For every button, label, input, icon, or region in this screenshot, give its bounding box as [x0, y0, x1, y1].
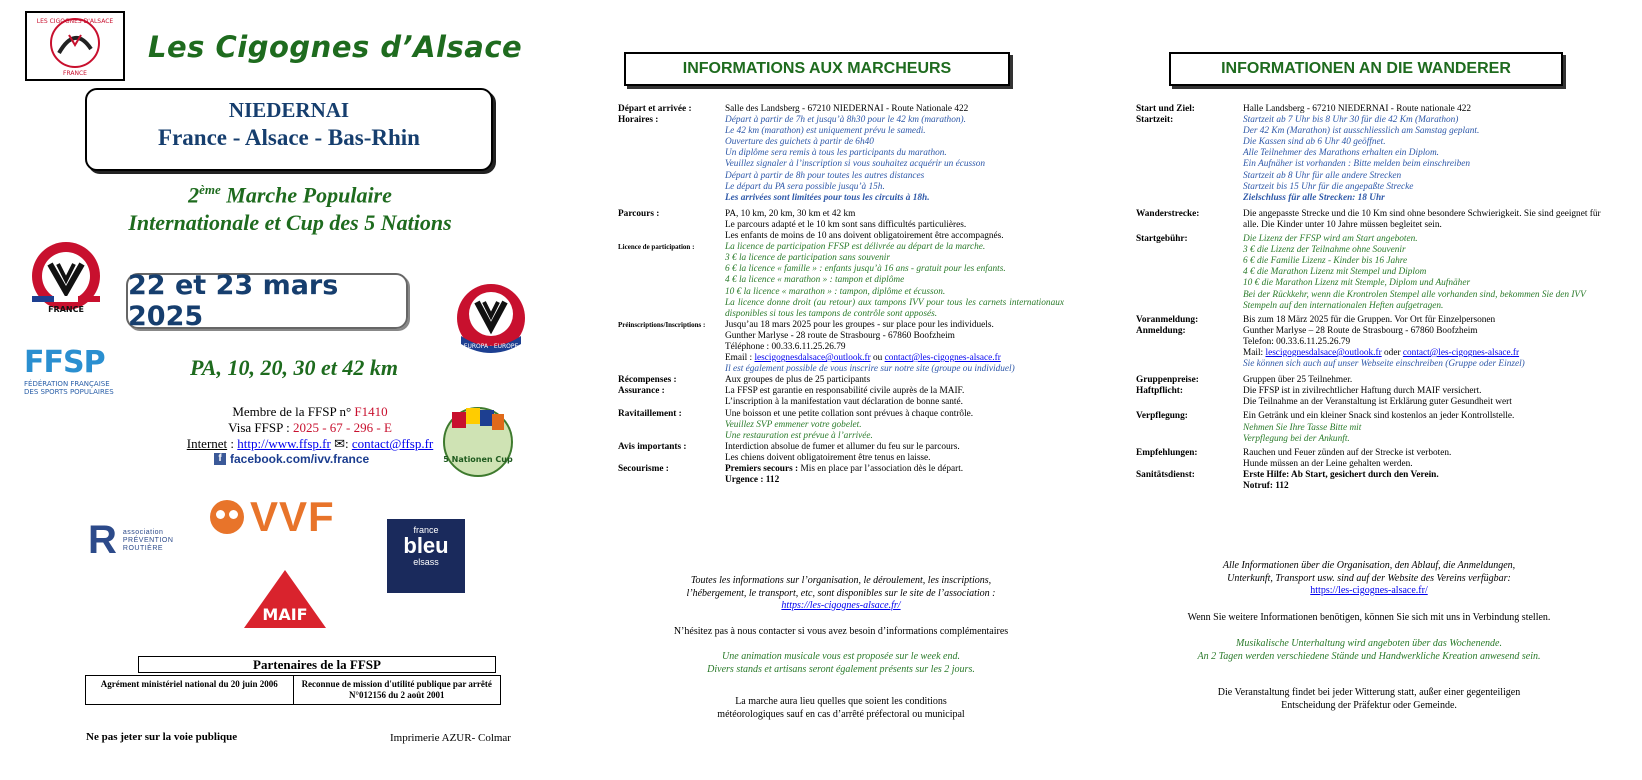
club-title: Les Cigognes d’Alsace: [148, 30, 523, 64]
de-footer: Alle Informationen über die Organisation, den Ablauf, die Anmeldungen, Unterkunft, Transport usw. sind auf der Website des Vereins verfügbar: https://les-cigognes-alsace.fr/ Wenn Sie weitere Informationen benötigen, können Sie sich mit uns in Verbindung stellen. Musikalische Unterhaltung wird angeboten über das Wochenende. An 2 Tagen werden verschiedene Stände und Handwerkliche Kreation anwesend sein. Die Veranstaltung findet bei jeder Witterung statt, außer einer gegenteiligen Entscheidung der Präfektur oder Gemeinde.: [1187, 560, 1551, 711]
vvf-logo: VVF: [210, 493, 335, 541]
printer-credit: Imprimerie AZUR- Colmar: [390, 732, 511, 744]
svg-text:MAIF: MAIF: [262, 605, 308, 624]
fr-site-link[interactable]: https://les-cigognes-alsace.fr/: [781, 600, 901, 611]
prevention-routiere-logo: R association PRÉVENTION ROUTIÈRE: [88, 518, 174, 562]
de-site-link[interactable]: https://les-cigognes-alsace.fr/: [1310, 585, 1428, 596]
fr-footer: Toutes les informations sur l’organisation, le déroulement, les inscriptions, l’hébergement, le transport, etc, sont disponibles sur le site de l’association : https://les-cigognes-alsace.fr/ N’hésitez pas à nous contacter si vous avez besoin d’informations complémentaires Une animation musicale vous est proposée sur le week end. Divers stands et artisans seront également présents sur les 2 jours. La marche aura lieu quelles que soient les conditions météorologiques sauf en cas d’arrêté préfectoral ou municipal: [673, 575, 1009, 720]
fr-email-link-1[interactable]: lescigognesdalsace@outlook.fr: [754, 353, 871, 364]
facebook-icon: f: [214, 453, 226, 465]
fr-header: INFORMATIONS AUX MARCHEURS: [624, 52, 1010, 86]
cup-5-nations-logo: [440, 400, 516, 480]
ffsp-logo: FFSP FÉDÉRATION FRANÇAISE DES SPORTS POPULAIRES: [24, 345, 114, 396]
svg-text:EUROPA · EUROPE: EUROPA · EUROPE: [463, 343, 519, 350]
de-email-link-1[interactable]: lescigognesdalsace@outlook.fr: [1265, 347, 1382, 358]
fr-email-link-2[interactable]: contact@les-cigognes-alsace.fr: [884, 353, 1001, 364]
mail-icon: ✉: [334, 436, 345, 451]
svg-text:LES CIGOGNES D'ALSACE: LES CIGOGNES D'ALSACE: [36, 18, 114, 25]
footer-notice: Ne pas jeter sur la voie publique: [86, 731, 238, 743]
ffsp-email-link[interactable]: contact@ffsp.fr: [351, 436, 434, 451]
ivv-europe-logo: [455, 278, 527, 358]
partners-title: Partenaires de la FFSP: [138, 656, 496, 673]
ffsp-website-link[interactable]: http://www.ffsp.fr: [237, 436, 331, 451]
event-date: 22 et 23 mars 2025: [126, 273, 408, 329]
ivv-france-logo: [28, 240, 104, 316]
event-title: 2ème Marche Populaire Internationale et Cup des 5 Nations: [128, 182, 452, 236]
location-region: France - Alsace - Bas-Rhin: [158, 125, 420, 150]
de-header: INFORMATIONEN AN DIE WANDERER: [1169, 52, 1563, 86]
fr-info: Départ et arrivée : Salle des Landsberg - 67210 NIEDERNAI - Route Nationale 422 Horaires : Départ à partir de 7h et jusqu’à 8h30 pour le 42 km (marathon). Le 42 km (marathon) est uniquement prévu le samedi. Ouverture des guichets à partir de 6h40 Un diplôme sera remis à tous les participants du marathon. Veuillez signaler à l’inscription si vous souhaitez acquérir un écusson Départ à partir de 8h pour toutes les autres distances Le départ du PA sera possible jusqu’à 15h. Les arrivées sont limitées pour tous les circuits à 18h. Parcours : PA, 10 km, 20 km, 30 km et 42 km Le parcours adapté et le 10 km sont sans difficultés particulières. Les enfants de moins de 10 ans doivent obligatoirement être accompagnés. Licence de participation : La licence de participation FFSP est délivrée au départ de la marche. 3 € la licence de participation sans souvenir 6 € la licence « famille » : enfants jusqu’à 16 ans - gratuit pour les enfants. 4 € la licence « marathon » : tampon et diplôme 10 € la licence « marathon » : tampon, diplôme et écusson. La licence donne droit (au retour) aux tampons IVV pour tous les carnets internationaux disponibles si tous les tampons de contrôle sont apposés. Préinscriptions/Inscriptions : Jusqu’au 18 mars 2025 pour les groupes - sur place pour les individuels. Gunther Marlyse - 28 route de Strasbourg - 67860 Boofzheim Téléphone : 00.33.6.11.25.26.79 Email : lescigognesdalsace@outlook.fr ou contact@les-cigognes-alsace.fr Il est également possible de vous inscrire sur notre site (groupe ou individuel) Récompenses : Aux groupes de plus de 25 participants Assurance : La FFSP est garantie en responsabilité civile auprès de la MAIF. L’inscription à la manifestation vaut déclaration de bonne santé. Ravitaillement : Une boisson et une petite collation sont prévues à chaque contrôle. Veuillez SVP emmener votre gobelet. Une restauration est prévue à l’arrivée. Avis importants : Interdiction absolue de fumer et allumer du feu sur le parcours. Les chiens doivent obligatoirement être tenus en laisse. Secourisme : Premiers secours : Mis en place par l’association dès le départ. Urgence : 112: [618, 104, 1064, 486]
svg-text:FRANCE: FRANCE: [48, 305, 84, 314]
maif-logo: [240, 566, 330, 632]
de-info: Start und Ziel: Halle Landsberg - 67210 NIEDERNAI - Route nationale 422 Startzeit: Startzeit ab 7 Uhr bis 8 Uhr 30 für die 42 Km (Marathon) Der 42 Km (Marathon) ist ausschliesslich am Samstag geplant. Die Kassen sind ab 6 Uhr 40 geöffnet. Alle Teilnehmer des Marathons erhalten ein Diplom. Ein Aufnäher ist vorhanden : Bitte melden beim einschreiben Startzeit ab 8 Uhr für alle andere Strecken Startzeit bis 15 Uhr für die angepaßte Strecke Zielschluss für alle Strecken: 18 Uhr Wanderstrecke: Die angepasste Strecke und die 10 Km sind ohne besondere Schwierigkeit. Sie sind geeignet für alle. Die Kinder unter 10 Jahre müssen begleitet sein. Startgebühr: Die Lizenz der FFSP wird am Start angeboten. 3 € die Lizenz der Teilnahme ohne Souvenir 6 € die Familie Lizenz - Kinder bis 16 Jahre 4 € die Marathon Lizenz mit Stempel und Diplom 10 € die Marathon Lizenz mit Stemple, Diplom und Aufnäher Bei der Rückkehr, wenn die Krontrolen Stempel alle vorhanden sind, bekommen Sie den IVV Stempeln auf den internationalen Heften aufgetragen. Voranmeldung: Bis zum 18 März 2025 für die Gruppen. Vor Ort für Einzelpersonen Anmeldung: Gunther Marlyse – 28 Route de Strasbourg - 67860 Boofzheim Telefon: 00.33.6.11.25.26.79 Mail: lescigognesdalsace@outlook.fr oder contact@les-cigognes-alsace.fr Sie können sich auch auf unser Webseite einschreiben (Gruppe oder Einzel) Gruppenpreise: Gruppen über 25 Teilnehmer. Haftpflicht: Die FFSP ist in zivilrechtlicher Haftung durch MAIF versichert. Die Teilnahme an der Veranstaltung ist Erklärung guter Gesundheit wert Verpflegung: Ein Getränk und ein kleiner Snack sind kostenlos an jeder Kontrollstelle. Nehmen Sie Ihre Tasse Bitte mit Verpflegung bei der Ankunft. Empfehlungen: Rauchen und Feuer zünden auf der Strecke ist verboten. Hunde müssen an der Leine gehalten werden. Sanitätsdienst: Erste Hilfe: Ab Start, gesichert durch den Verein. Notruf: 112: [1136, 104, 1601, 491]
location-city: NIEDERNAI: [228, 98, 350, 122]
distances: PA, 10, 20, 30 et 42 km: [190, 355, 398, 380]
ffsp-membership: Membre de la FFSP n° F1410 Visa FFSP : 2025 - 67 - 296 - E Internet : http://www.ffsp.fr ✉: contact@ffsp.fr: [186, 404, 434, 451]
de-email-link-2[interactable]: contact@les-cigognes-alsace.fr: [1402, 347, 1520, 358]
facebook-link[interactable]: f facebook.com/ivv.france: [214, 452, 369, 466]
partner-recognition: Reconnue de mission d'utilité publique par arrêté N°012156 du 2 août 2001: [293, 676, 501, 704]
club-logo: [25, 11, 125, 81]
location-box: [85, 88, 493, 171]
svg-text:5 Nationen Cup: 5 Nationen Cup: [443, 455, 513, 464]
france-bleu-logo: france bleu elsass: [387, 519, 465, 593]
owl-icon: [210, 500, 244, 534]
partners-table: [85, 675, 501, 705]
partner-approval: Agrément ministériel national du 20 juin 2006: [100, 679, 278, 689]
svg-text:FRANCE: FRANCE: [63, 70, 87, 77]
